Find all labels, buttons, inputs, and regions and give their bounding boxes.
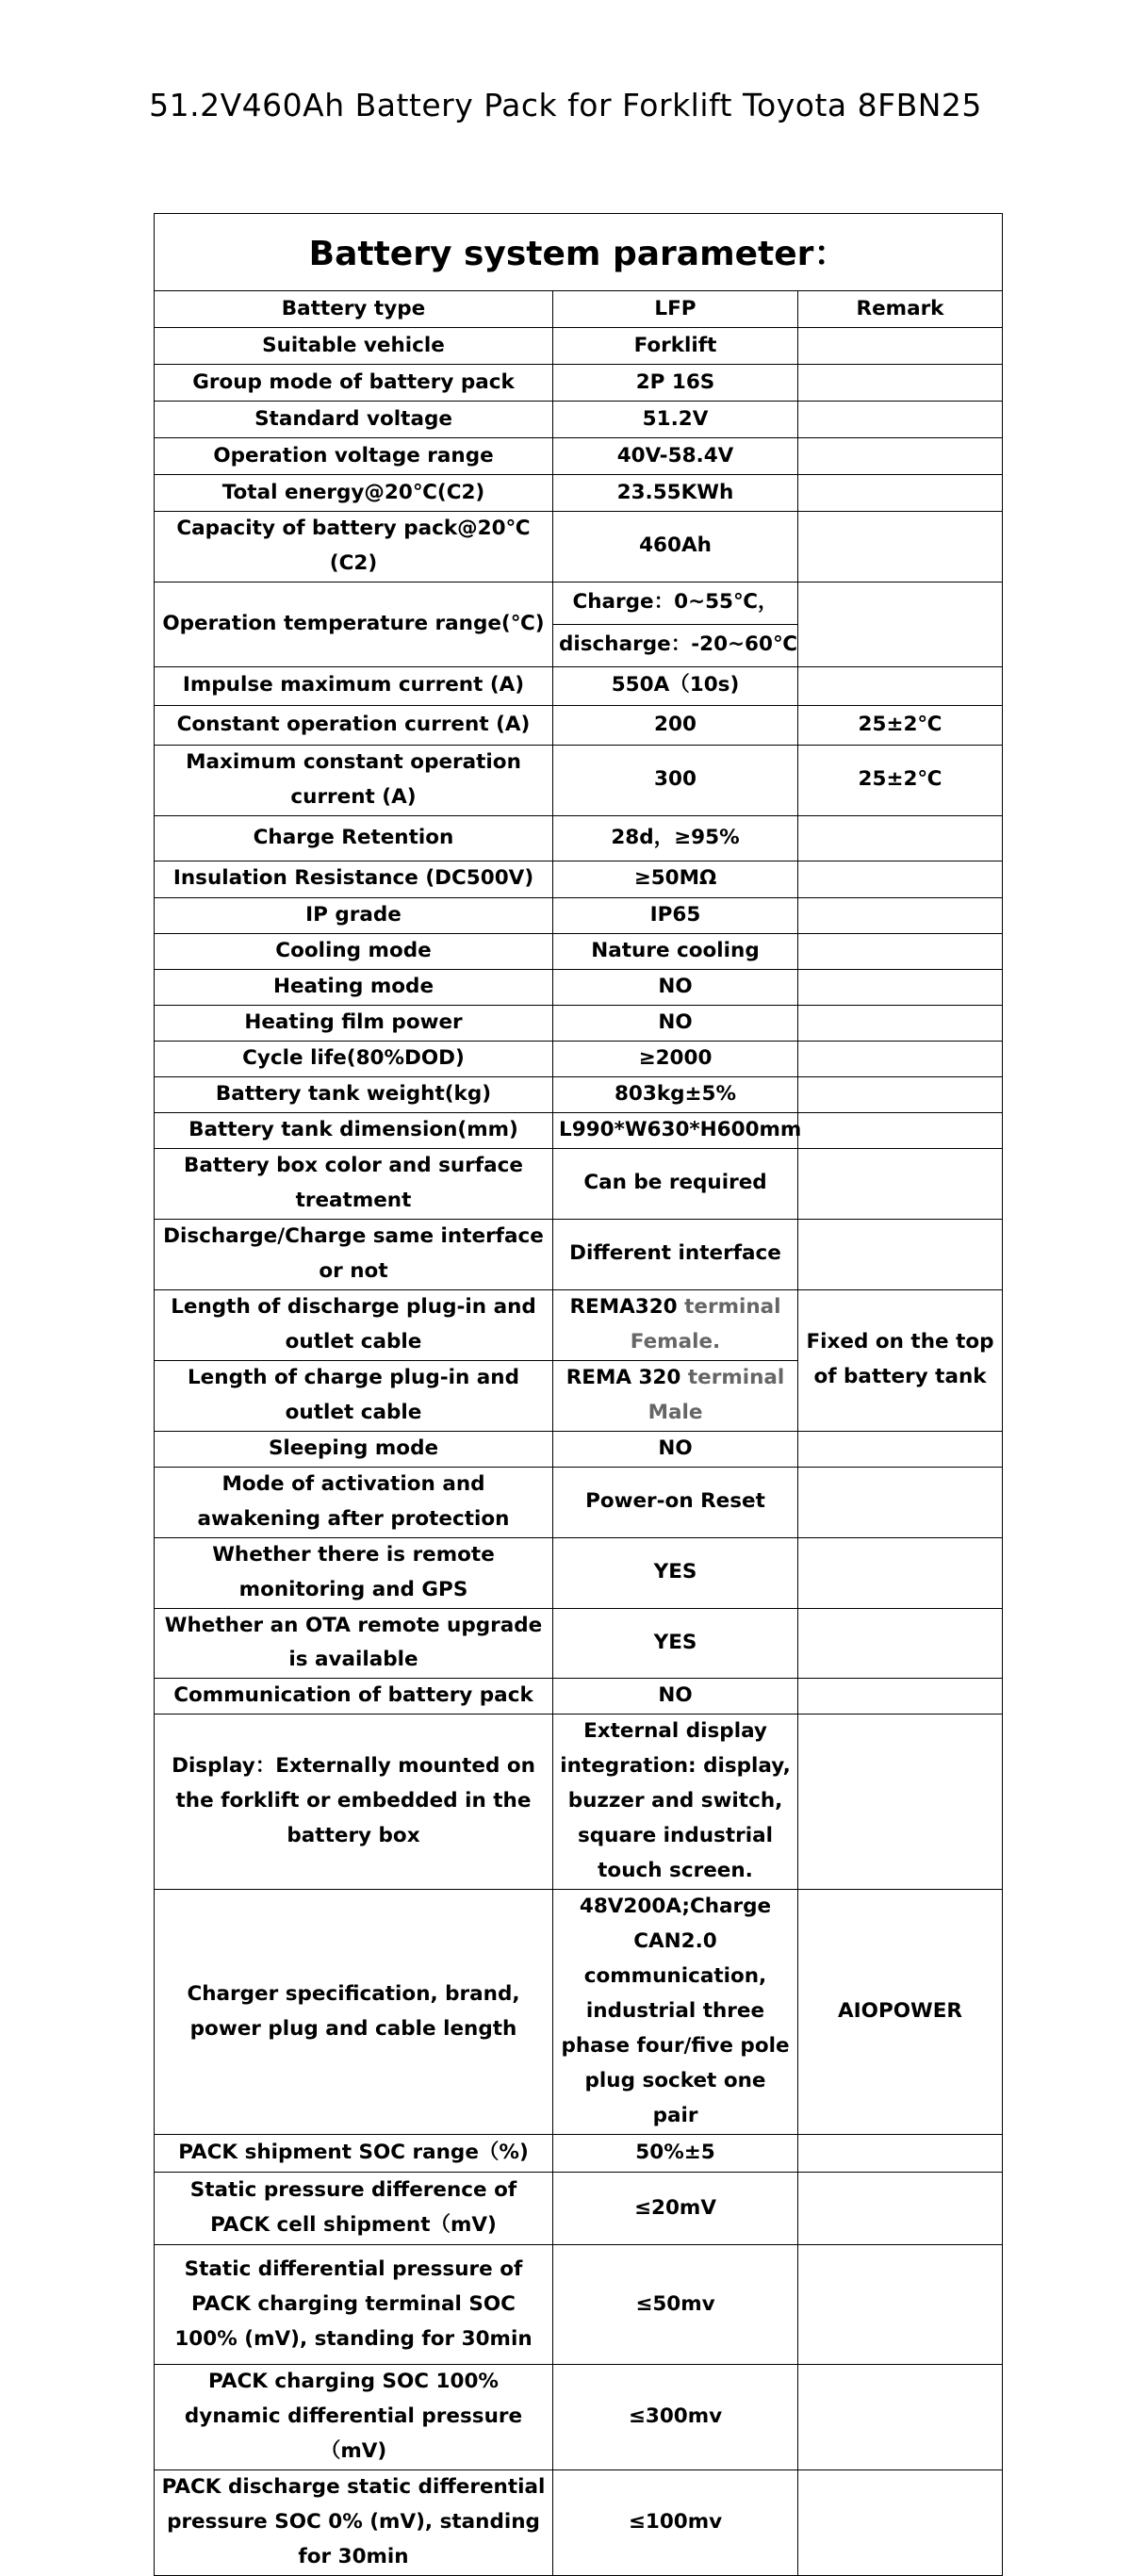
param-cell: Discharge/Charge same interface or not: [155, 1219, 553, 1289]
table-row: [155, 815, 1003, 861]
table-row: [155, 475, 1003, 512]
table-row: [155, 705, 1003, 745]
remark-cell: 25±2℃: [798, 705, 1003, 745]
remark-cell: [798, 328, 1003, 365]
table-row: [155, 2245, 1003, 2365]
remark-cell: [798, 1608, 1003, 1679]
page-title: 51.2V460Ah Battery Pack for Forklift Toyota 8FBN25: [149, 87, 982, 123]
table-row: [155, 1890, 1003, 2135]
table-row: [155, 1076, 1003, 1112]
value-cell: NO: [553, 1431, 798, 1467]
param-cell: Group mode of battery pack: [155, 365, 553, 402]
value-cell: ≤50mv: [553, 2245, 798, 2365]
header-param: Battery type: [155, 291, 553, 328]
remark-cell: [798, 1076, 1003, 1112]
header-value: LFP: [553, 291, 798, 328]
value-cell: ≤300mv: [553, 2365, 798, 2470]
param-cell: IP grade: [155, 897, 553, 933]
table-row: [155, 1289, 1003, 1360]
value-cell: Charge：0~55℃，: [553, 582, 798, 624]
remark-cell: Fixed on the top of battery tank: [798, 1289, 1003, 1431]
remark-cell: [798, 969, 1003, 1005]
value-cell: Nature cooling: [553, 933, 798, 969]
table-row: [155, 582, 1003, 624]
table-row: [155, 402, 1003, 438]
value-text-soft: terminal: [684, 1294, 781, 1319]
table-row: [155, 1608, 1003, 1679]
table-row: [155, 897, 1003, 933]
value-cell: 40V-58.4V: [553, 438, 798, 475]
value-cell: 200: [553, 705, 798, 745]
value-cell: Power-on Reset: [553, 1467, 798, 1537]
value-text: REMA320: [569, 1294, 678, 1319]
table-row: [155, 969, 1003, 1005]
param-cell: Battery tank dimension(mm): [155, 1112, 553, 1148]
table-row: [155, 2173, 1003, 2245]
value-cell: 23.55KWh: [553, 475, 798, 512]
remark-cell: [798, 1679, 1003, 1715]
remark-cell: [798, 2135, 1003, 2173]
remark-cell: [798, 897, 1003, 933]
param-cell: Operation voltage range: [155, 438, 553, 475]
value-text: REMA 320: [566, 1365, 681, 1389]
remark-cell: [798, 582, 1003, 666]
remark-cell: [798, 365, 1003, 402]
param-cell: Cycle life(80%DOD): [155, 1041, 553, 1076]
param-cell: PACK shipment SOC range（%): [155, 2135, 553, 2173]
value-text-soft: Female.: [630, 1329, 721, 1354]
value-cell: External display integration: display, buzzer and switch, square industrial touch screen.: [553, 1715, 798, 1890]
remark-cell: [798, 2469, 1003, 2575]
table-row: [155, 438, 1003, 475]
value-cell: 48V200A;Charge CAN2.0 communication, industrial three phase four/five pole plug socket one pair: [553, 1890, 798, 2135]
battery-parameter-table: [154, 213, 1003, 2576]
value-cell: IP65: [553, 897, 798, 933]
remark-cell: [798, 1715, 1003, 1890]
param-cell: Maximum constant operation current (A): [155, 745, 553, 815]
param-cell: Whether an OTA remote upgrade is available: [155, 1608, 553, 1679]
value-cell: ≤20mV: [553, 2173, 798, 2245]
table-row: [155, 1112, 1003, 1148]
table-row: [155, 2135, 1003, 2173]
param-cell: Constant operation current (A): [155, 705, 553, 745]
param-cell: Operation temperature range(℃): [155, 582, 553, 666]
remark-cell: [798, 2365, 1003, 2470]
table-row: [155, 1005, 1003, 1041]
table-row: [155, 365, 1003, 402]
table-caption-row: [155, 214, 1003, 291]
remark-cell: [798, 1219, 1003, 1289]
value-cell: 300: [553, 745, 798, 815]
value-cell: NO: [553, 969, 798, 1005]
remark-cell: [798, 2173, 1003, 2245]
table-row: [155, 2365, 1003, 2470]
param-cell: Heating mode: [155, 969, 553, 1005]
value-cell: YES: [553, 1608, 798, 1679]
remark-cell: [798, 933, 1003, 969]
param-cell: Cooling mode: [155, 933, 553, 969]
value-cell: NO: [553, 1679, 798, 1715]
value-cell: [553, 1289, 798, 1360]
param-cell: Charge Retention: [155, 815, 553, 861]
param-cell: Heating film power: [155, 1005, 553, 1041]
value-cell: 803kg±5%: [553, 1076, 798, 1112]
table-row: [155, 1219, 1003, 1289]
remark-cell: [798, 1467, 1003, 1537]
remark-cell: [798, 475, 1003, 512]
remark-cell: [798, 2245, 1003, 2365]
param-cell: Mode of activation and awakening after protection: [155, 1467, 553, 1537]
param-cell: Impulse maximum current (A): [155, 666, 553, 705]
value-cell: Can be required: [553, 1148, 798, 1219]
param-cell: Display：Externally mounted on the forklift or embedded in the battery box: [155, 1715, 553, 1890]
param-cell: Communication of battery pack: [155, 1679, 553, 1715]
table-row: [155, 1148, 1003, 1219]
table-row: [155, 1467, 1003, 1537]
table-row: [155, 933, 1003, 969]
remark-cell: AIOPOWER: [798, 1890, 1003, 2135]
param-cell: Sleeping mode: [155, 1431, 553, 1467]
remark-cell: [798, 1041, 1003, 1076]
table-row: [155, 745, 1003, 815]
table-caption: Battery system parameter：: [155, 214, 1003, 291]
table-row: [155, 1537, 1003, 1608]
table-row: [155, 328, 1003, 365]
param-cell: Standard voltage: [155, 402, 553, 438]
remark-cell: [798, 815, 1003, 861]
value-cell: Forklift: [553, 328, 798, 365]
value-cell: 460Ah: [553, 512, 798, 582]
param-cell: Insulation Resistance (DC500V): [155, 861, 553, 897]
param-cell: PACK charging SOC 100% dynamic differential pressure（mV): [155, 2365, 553, 2470]
table-row: [155, 512, 1003, 582]
remark-cell: [798, 666, 1003, 705]
value-cell: [553, 1360, 798, 1431]
remark-cell: [798, 1112, 1003, 1148]
remark-cell: [798, 1005, 1003, 1041]
value-cell: YES: [553, 1537, 798, 1608]
value-cell: Different interface: [553, 1219, 798, 1289]
param-cell: PACK discharge static differential pressure SOC 0% (mV), standing for 30min: [155, 2469, 553, 2575]
param-cell: Length of discharge plug-in and outlet cable: [155, 1289, 553, 1360]
table-row: [155, 2469, 1003, 2575]
value-cell: 550A（10s): [553, 666, 798, 705]
remark-cell: 25±2℃: [798, 745, 1003, 815]
value-cell: 50%±5: [553, 2135, 798, 2173]
value-cell: 51.2V: [553, 402, 798, 438]
remark-cell: [798, 1431, 1003, 1467]
remark-cell: [798, 512, 1003, 582]
value-cell: NO: [553, 1005, 798, 1041]
value-cell: L990*W630*H600mm: [553, 1112, 798, 1148]
table-row: [155, 1679, 1003, 1715]
remark-cell: [798, 438, 1003, 475]
value-cell: ≥2000: [553, 1041, 798, 1076]
param-cell: Total energy@20℃(C2): [155, 475, 553, 512]
param-cell: Whether there is remote monitoring and GPS: [155, 1537, 553, 1608]
header-remark: Remark: [798, 291, 1003, 328]
param-cell: Capacity of battery pack@20℃(C2): [155, 512, 553, 582]
value-text-soft: terminal: [687, 1365, 785, 1389]
value-cell: 28d，≥95%: [553, 815, 798, 861]
remark-cell: [798, 1537, 1003, 1608]
param-cell: Static pressure difference of PACK cell shipment（mV): [155, 2173, 553, 2245]
table-row: [155, 861, 1003, 897]
table-row: [155, 1715, 1003, 1890]
value-cell: ≤100mv: [553, 2469, 798, 2575]
param-cell: Static differential pressure of PACK charging terminal SOC 100% (mV), standing for 30min: [155, 2245, 553, 2365]
table-row: [155, 666, 1003, 705]
remark-cell: [798, 861, 1003, 897]
param-cell: Battery tank weight(kg): [155, 1076, 553, 1112]
table-header-row: [155, 291, 1003, 328]
value-text-soft: Male: [647, 1400, 703, 1424]
value-cell: 2P 16S: [553, 365, 798, 402]
remark-cell: [798, 1148, 1003, 1219]
remark-cell: [798, 402, 1003, 438]
param-cell: Battery box color and surface treatment: [155, 1148, 553, 1219]
param-cell: Length of charge plug-in and outlet cable: [155, 1360, 553, 1431]
param-cell: Charger specification, brand, power plug and cable length: [155, 1890, 553, 2135]
value-cell: ≥50MΩ: [553, 861, 798, 897]
param-cell: Suitable vehicle: [155, 328, 553, 365]
value-cell: discharge：-20~60℃: [553, 624, 798, 666]
table-row: [155, 1431, 1003, 1467]
table-row: [155, 1041, 1003, 1076]
